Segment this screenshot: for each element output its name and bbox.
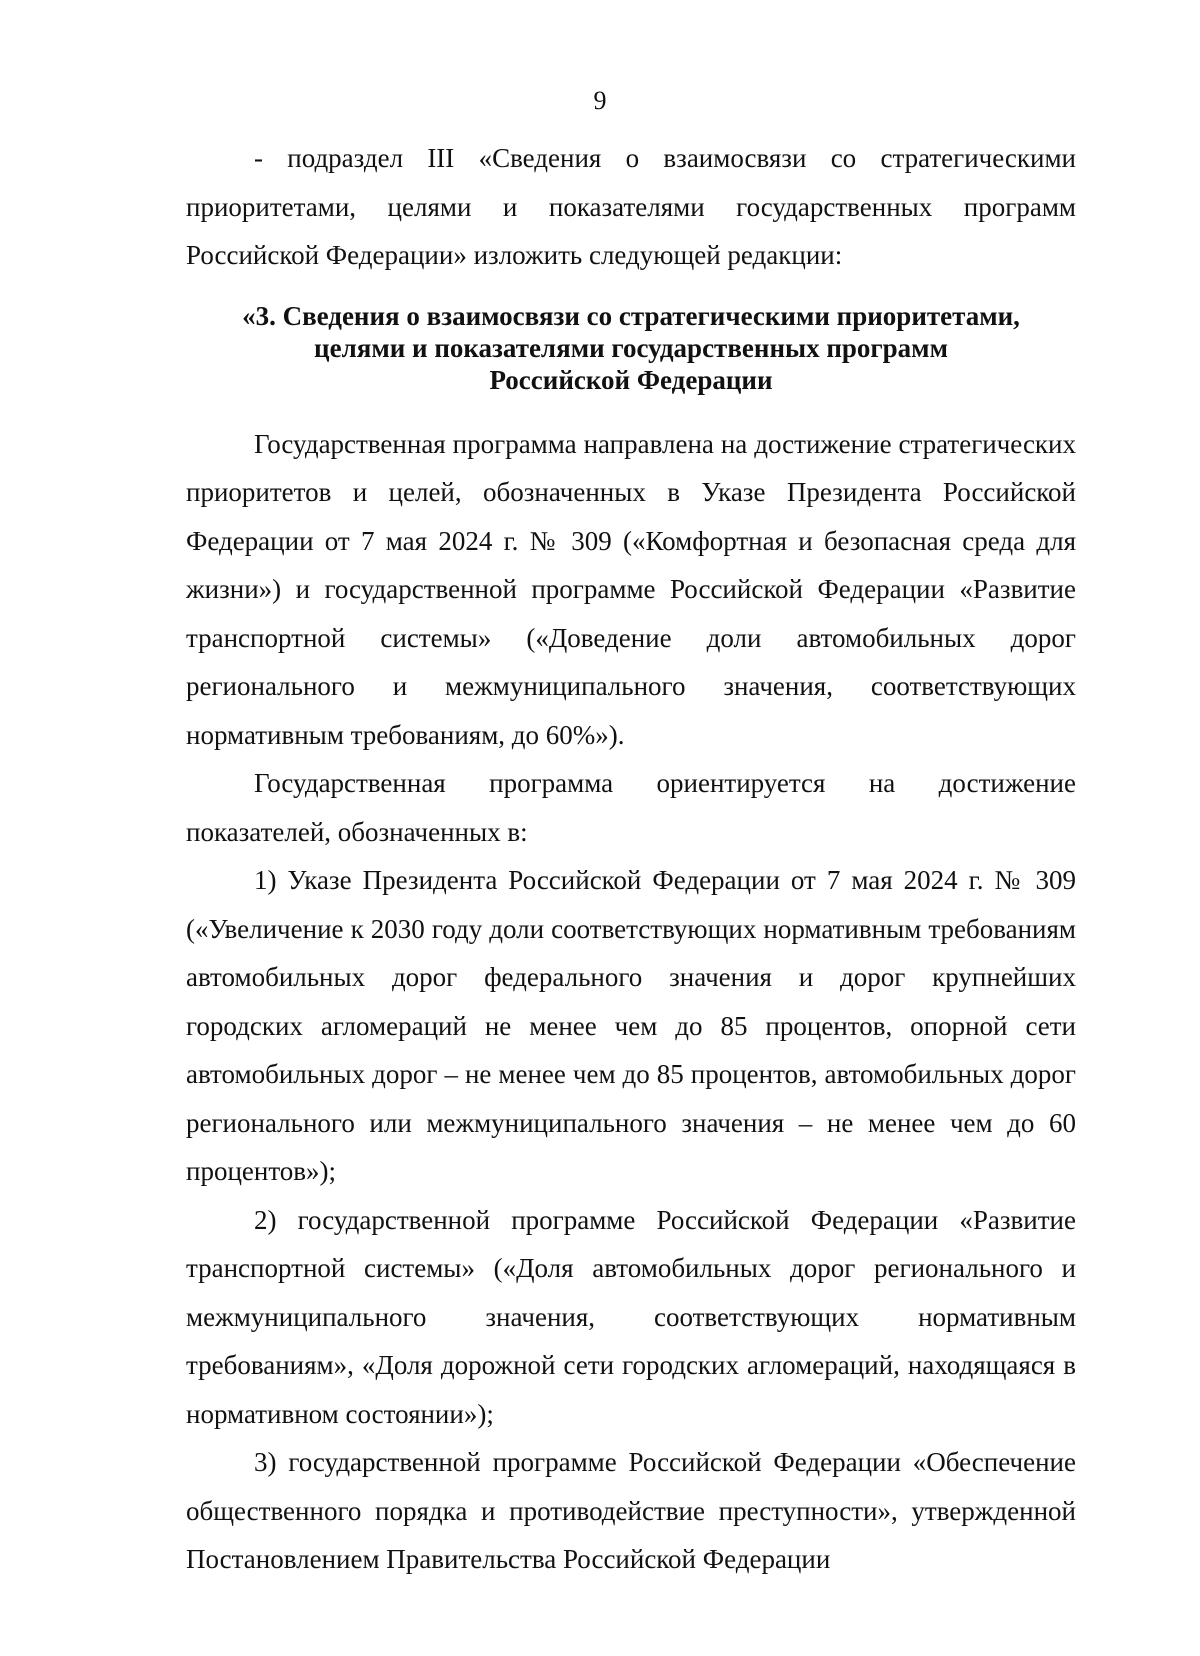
section-heading	[186, 300, 1076, 396]
document-body	[186, 134, 1076, 1584]
section-heading-line-1: «3. Сведения о взаимосвязи со стратегическими приоритетами,	[242, 300, 1020, 331]
section-heading-line-3: Российской Федерации	[489, 364, 773, 395]
page-number: 9	[593, 86, 607, 115]
list-item-1: 1) Указе Президента Российской Федерации от 7 мая 2024 г. № 309 («Увеличение к 2030 году доли соответствующих нормативным требованиям автомобильных дорог федерального значения и дорог крупнейших городских агломераций не менее чем до 85 процентов, опорной сети автомобильных дорог – не менее чем до 85 процентов, автомобильных дорог регионального или межмуниципального значения – не менее чем до 60 процентов»);	[186, 865, 1076, 1186]
intro-paragraph: - подраздел III «Сведения о взаимосвязи со стратегическими приоритетами, целями и показателями государственных программ Российской Федерации» изложить следующей редакции:	[186, 143, 1076, 270]
section-heading-line-2: целями и показателями государственных программ	[314, 332, 948, 363]
list-item-2: 2) государственной программе Российской Федерации «Развитие транспортной системы» («Доля автомобильных дорог регионального и межмуниципального значения, соответствующих нормативным требованиям», «Доля дорожной сети городских агломераций, находящаяся в нормативном состоянии»);	[186, 1204, 1076, 1429]
paragraph-indicators-intro: Государственная программа ориентируется на достижение показателей, обозначенных в:	[186, 768, 1076, 847]
list-item-3: 3) государственной программе Российской Федерации «Обеспечение общественного порядка и противодействие преступности», утвержденной Постановлением Правительства Российской Федерации	[186, 1447, 1076, 1574]
paragraph-goals: Государственная программа направлена на достижение стратегических приоритетов и целей, обозначенных в Указе Президента Российской Федерации от 7 мая 2024 г. № 309 («Комфортная и безопасная среда для жизни») и государственной программе Российской Федерации «Развитие транспортной системы» («Доведение доли автомобильных дорог регионального и межмуниципального значения, соответствующих нормативным требованиям, до 60%»).	[186, 428, 1076, 750]
